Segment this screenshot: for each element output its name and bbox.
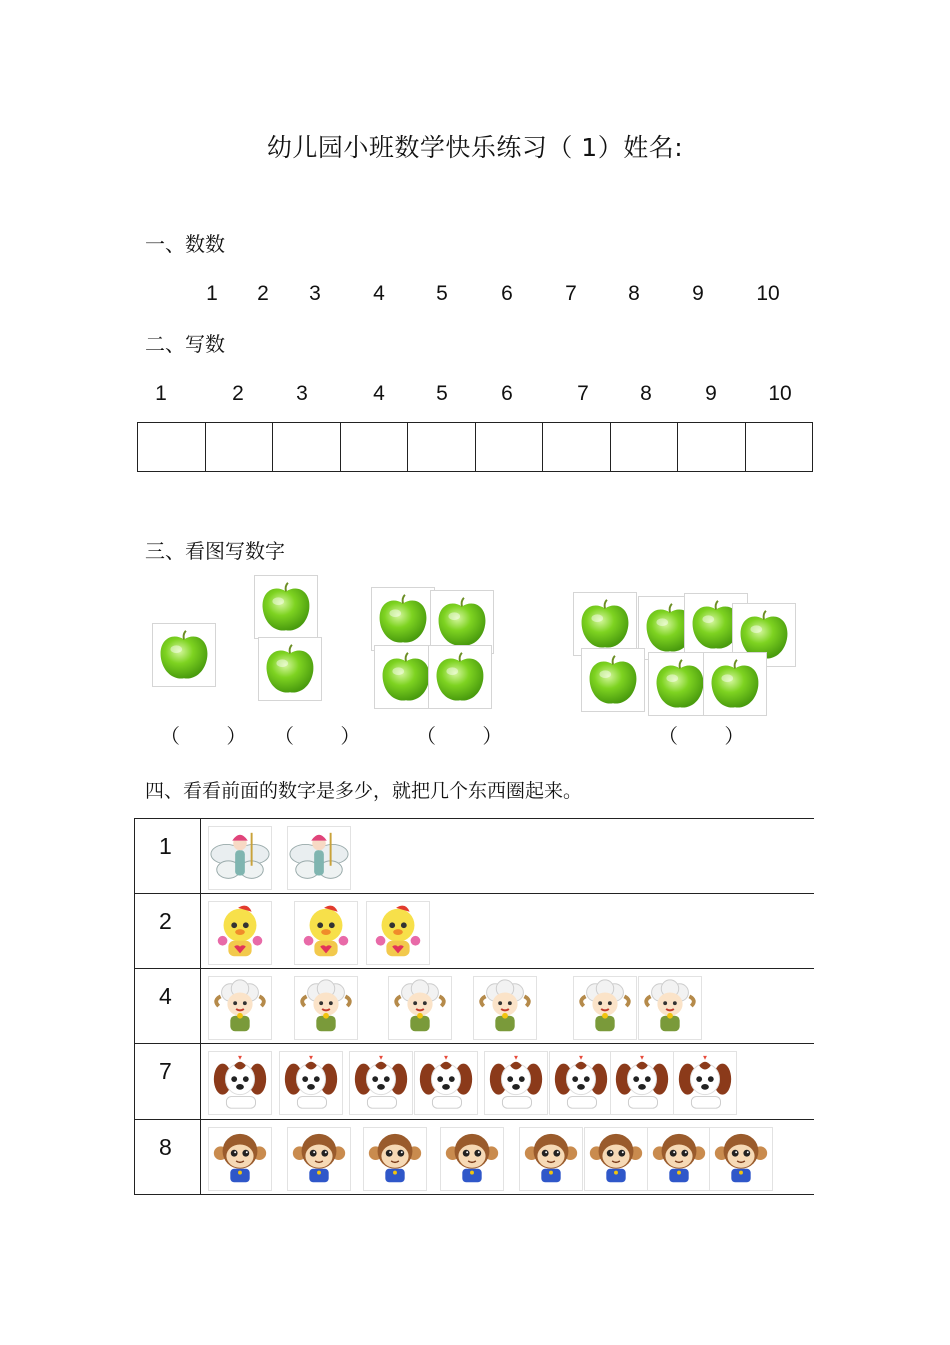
- monkey-icon[interactable]: [519, 1127, 583, 1191]
- yellow-character-icon[interactable]: [366, 901, 430, 965]
- monkey-icon[interactable]: [287, 1127, 351, 1191]
- number-label: 9: [705, 382, 717, 405]
- apple-icon: [573, 592, 637, 656]
- row-number: 2: [159, 908, 172, 934]
- table-bottom-border: [134, 1194, 814, 1195]
- number-label: 5: [436, 382, 448, 405]
- number-label: 4: [373, 382, 385, 405]
- page-title: 幼儿园小班数学快乐练习（ 1）姓名:: [266, 133, 684, 162]
- puppy-icon[interactable]: [349, 1051, 413, 1115]
- number-label: 4: [373, 282, 385, 305]
- yellow-character-icon[interactable]: [294, 901, 358, 965]
- write-cell[interactable]: [543, 423, 611, 471]
- fairy-icon[interactable]: [208, 826, 272, 890]
- number-label: 6: [501, 382, 513, 405]
- section-circle-heading: 四、看看前面的数字是多少，就把几个东西圈起来。: [145, 780, 583, 802]
- monkey-icon[interactable]: [584, 1127, 648, 1191]
- monkey-icon[interactable]: [647, 1127, 711, 1191]
- yellow-character-icon[interactable]: [208, 901, 272, 965]
- row-number: 8: [159, 1134, 172, 1160]
- apple-icon: [703, 652, 767, 716]
- sheep-character-icon[interactable]: [388, 976, 452, 1040]
- apple-icon: [258, 637, 322, 701]
- write-cell[interactable]: [408, 423, 476, 471]
- apple-icon: [152, 623, 216, 687]
- puppy-icon[interactable]: [279, 1051, 343, 1115]
- row-number: 4: [159, 983, 172, 1009]
- apple-icon: [254, 575, 318, 639]
- number-label: 2: [232, 382, 244, 405]
- table-row: [134, 893, 814, 968]
- number-label: 3: [309, 282, 321, 305]
- number-label: 10: [768, 382, 792, 405]
- monkey-icon[interactable]: [709, 1127, 773, 1191]
- section-count-heading: 一、数数: [145, 232, 225, 256]
- number-label: 7: [577, 382, 589, 405]
- write-cell[interactable]: [476, 423, 544, 471]
- table-row: [134, 1119, 814, 1194]
- puppy-icon[interactable]: [414, 1051, 478, 1115]
- write-cell[interactable]: [273, 423, 341, 471]
- row-number-cell: [135, 1120, 201, 1194]
- write-cell[interactable]: [341, 423, 409, 471]
- answer-blank[interactable]: （ ）: [274, 724, 381, 748]
- puppy-icon[interactable]: [673, 1051, 737, 1115]
- answer-blank[interactable]: （ ）: [160, 724, 267, 748]
- section-picture-heading: 三、看图写数字: [145, 539, 285, 563]
- row-number-cell: [135, 819, 201, 893]
- number-label: 2: [257, 282, 269, 305]
- fairy-icon[interactable]: [287, 826, 351, 890]
- monkey-icon[interactable]: [208, 1127, 272, 1191]
- row-number: 1: [159, 833, 172, 859]
- write-cell[interactable]: [138, 423, 206, 471]
- answer-blank[interactable]: （ ）: [658, 724, 765, 748]
- apple-icon: [581, 648, 645, 712]
- apple-icon: [371, 587, 435, 651]
- write-cell[interactable]: [746, 423, 813, 471]
- sheep-character-icon[interactable]: [638, 976, 702, 1040]
- write-cell[interactable]: [678, 423, 746, 471]
- monkey-icon[interactable]: [363, 1127, 427, 1191]
- table-row: [134, 818, 814, 893]
- write-cell[interactable]: [611, 423, 679, 471]
- write-cell[interactable]: [206, 423, 274, 471]
- number-label: 8: [628, 282, 640, 305]
- sheep-character-icon[interactable]: [294, 976, 358, 1040]
- row-number-cell: [135, 894, 201, 968]
- table-row: [134, 1043, 814, 1119]
- number-label: 1: [155, 382, 167, 405]
- apple-icon: [428, 645, 492, 709]
- number-label: 7: [565, 282, 577, 305]
- row-number: 7: [159, 1058, 172, 1084]
- number-label: 8: [640, 382, 652, 405]
- puppy-icon[interactable]: [208, 1051, 272, 1115]
- monkey-icon[interactable]: [440, 1127, 504, 1191]
- number-label: 9: [692, 282, 704, 305]
- puppy-icon[interactable]: [610, 1051, 674, 1115]
- number-label: 10: [756, 282, 780, 305]
- sheep-character-icon[interactable]: [473, 976, 537, 1040]
- puppy-icon[interactable]: [484, 1051, 548, 1115]
- row-number-cell: [135, 1044, 201, 1119]
- table-row: [134, 968, 814, 1043]
- sheep-character-icon[interactable]: [208, 976, 272, 1040]
- sheep-character-icon[interactable]: [573, 976, 637, 1040]
- answer-blank[interactable]: （ ）: [416, 724, 523, 748]
- puppy-icon[interactable]: [549, 1051, 613, 1115]
- number-label: 5: [436, 282, 448, 305]
- row-number-cell: [135, 969, 201, 1043]
- number-label: 1: [206, 282, 218, 305]
- number-label: 6: [501, 282, 513, 305]
- section-write-heading: 二、写数: [145, 332, 225, 356]
- number-label: 3: [296, 382, 308, 405]
- write-grid: [137, 422, 813, 472]
